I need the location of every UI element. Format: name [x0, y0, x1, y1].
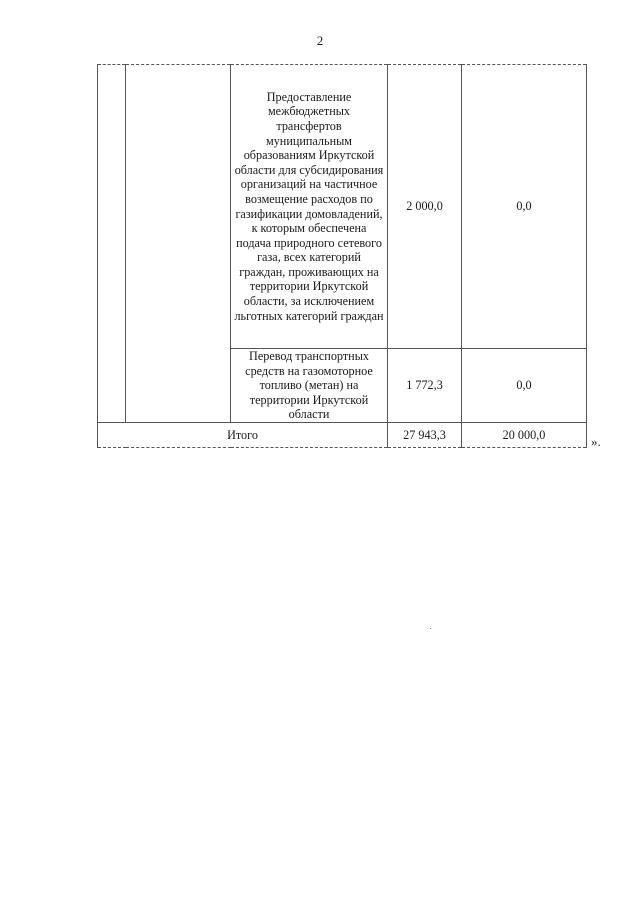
- budget-table: [97, 64, 587, 448]
- table-row: [98, 65, 587, 349]
- row-value-2: 0,0: [462, 349, 587, 423]
- row-value-1: 1 772,3: [388, 349, 462, 423]
- closing-quote-mark: ».: [591, 434, 601, 449]
- total-value-1: 27 943,3: [388, 422, 462, 447]
- row-value-2: 0,0: [462, 65, 587, 349]
- row-description: Предоставление межбюджетных трансфертов муниципальным образованиям Иркутской области для субсидирования организаций на частичное возмещение расходов по газификации домовладений, к которым обеспечена подача природного сетевого газа, всех категорий граждан, проживающих на территории Иркутской области, за исключением льготных категорий граждан: [231, 65, 388, 349]
- row-value-1: 2 000,0: [388, 65, 462, 349]
- total-value-2: 20 000,0: [462, 422, 587, 447]
- total-label: Итого: [98, 422, 388, 447]
- empty-cell: [126, 65, 231, 423]
- total-row: [98, 422, 587, 447]
- scan-speck: [430, 628, 431, 629]
- page-number: 2: [316, 33, 324, 48]
- empty-cell: [98, 65, 126, 423]
- row-description: Перевод транспортных средств на газомоторное топливо (метан) на территории Иркутской области: [231, 349, 388, 423]
